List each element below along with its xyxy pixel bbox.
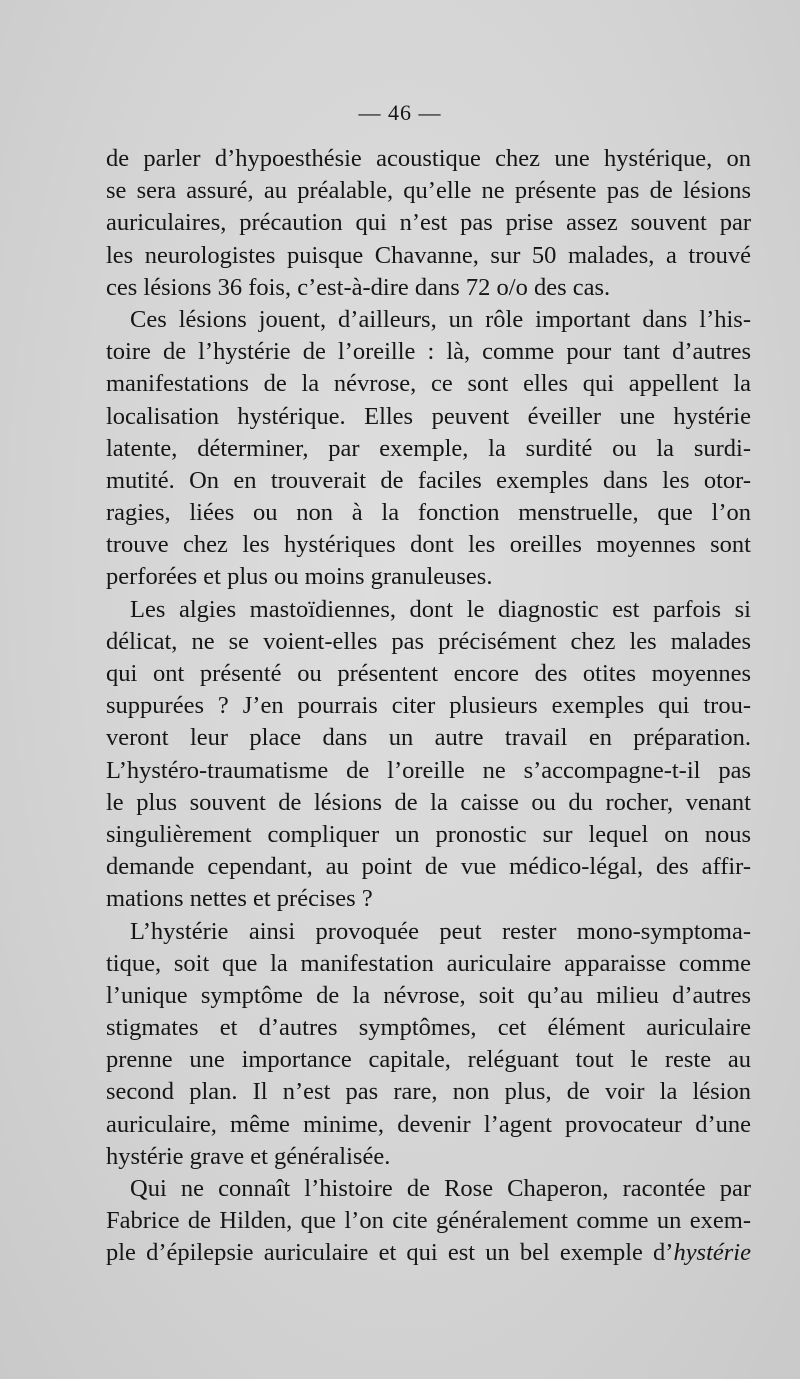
text-line: [106, 272, 751, 304]
text-line-content: stigmates et d’autres symptômes, cet élément auriculaire: [106, 1014, 751, 1042]
text-line: [106, 207, 751, 239]
text-line: [106, 626, 751, 658]
text-line-content: ragies, liées ou non à la fonction menstruelle, que l’on: [106, 499, 751, 527]
page-number: — 46 —: [358, 100, 442, 125]
text-line-content: délicat, ne se voient-elles pas précisément chez les malades: [106, 627, 751, 655]
text-line-content: auriculaires, précaution qui n’est pas prise assez souvent par: [106, 209, 751, 237]
text-line: [106, 561, 751, 593]
text-line: [106, 304, 751, 336]
text-line: [106, 1173, 751, 1205]
text-line-content: Ces lésions jouent, d’ailleurs, un rôle important dans l’his-: [130, 305, 751, 333]
text-line: [106, 594, 751, 626]
text-line-content: L’hystéro-traumatisme de l’oreille ne s’accompagne-t-il pas: [106, 756, 751, 784]
text-line-content: hystérie grave et généralisée.: [106, 1142, 391, 1170]
text-line-content: trouve chez les hystériques dont les oreilles moyennes sont: [106, 531, 751, 559]
text-line: [106, 368, 751, 400]
text-line-content: de parler d’hypoesthésie acoustique chez une hystérique, on: [106, 145, 751, 172]
text-line: [106, 851, 751, 883]
text-line-content: Qui ne connaît l’histoire de Rose Chaperon, racontée par: [130, 1175, 751, 1202]
text-line: [106, 1076, 751, 1108]
text-line-content: veront leur place dans un autre travail en préparation.: [106, 724, 751, 752]
text-line-content: toire de l’hystérie de l’oreille : là, comme pour tant d’autres: [106, 338, 751, 366]
text-line-content: le plus souvent de lésions de la caisse ou du rocher, venant: [106, 788, 751, 816]
text-line: [106, 819, 751, 851]
text-line-content: mutité. On en trouverait de faciles exemples dans les otor-: [106, 466, 751, 494]
text-line-content: perforées et plus ou moins granuleuses.: [106, 563, 493, 591]
text-line-content: prenne une importance capitale, reléguant tout le reste au: [106, 1046, 751, 1074]
text-line: [106, 529, 751, 561]
text-line: [106, 143, 751, 175]
text-line: [106, 787, 751, 819]
text-line: [106, 690, 751, 722]
text-line: [106, 401, 751, 433]
body-text: [106, 143, 751, 1270]
text-line-content: l’unique symptôme de la névrose, soit qu’au milieu d’autres: [106, 981, 751, 1009]
text-line-content: second plan. Il n’est pas rare, non plus, de voir la lésion: [106, 1078, 751, 1106]
text-line: [106, 1044, 751, 1076]
text-line-content: auriculaire, même minime, devenir l’agent provocateur d’une: [106, 1110, 751, 1138]
text-line-content: Les algies mastoïdiennes, dont le diagnostic est parfois si: [130, 595, 751, 623]
text-line-content: ces lésions 36 fois, c’est-à-dire dans 72 o/o des cas.: [106, 273, 611, 301]
text-line: [106, 980, 751, 1012]
text-line-content: ple d’épilepsie auriculaire et qui est un bel exemple d’: [106, 1239, 674, 1267]
text-line: [106, 1205, 751, 1237]
text-line-content: latente, déterminer, par exemple, la surdité ou la surdi-: [106, 434, 751, 462]
text-line: [106, 883, 751, 915]
text-line: [106, 948, 751, 980]
text-line: [106, 1237, 751, 1269]
text-line: [106, 175, 751, 207]
text-line-content: suppurées ? J’en pourrais citer plusieurs exemples qui trou-: [106, 692, 751, 720]
text-line-content: demande cependant, au point de vue médico-légal, des affir-: [106, 853, 751, 881]
text-line-content: tique, soit que la manifestation auriculaire apparaisse comme: [106, 949, 751, 977]
text-line: [106, 722, 751, 754]
text-line: [106, 465, 751, 497]
text-line-content: manifestations de la névrose, ce sont elles qui appellent la: [106, 370, 751, 398]
text-line: [106, 658, 751, 690]
text-line-content: se sera assuré, au préalable, qu’elle ne présente pas de lésions: [106, 177, 751, 205]
text-line: [106, 433, 751, 465]
text-line-content: les neurologistes puisque Chavanne, sur 50 malades, a trouvé: [106, 241, 751, 269]
text-line-content: qui ont présenté ou présentent encore des otites moyennes: [106, 660, 751, 687]
text-line: [106, 336, 751, 368]
text-line: [106, 1109, 751, 1141]
text-line-content: L’hystérie ainsi provoquée peut rester mono-symptoma-: [130, 917, 751, 945]
text-line: [106, 916, 751, 948]
text-line-content: singulièrement compliquer un pronostic sur lequel on nous: [106, 820, 751, 848]
text-line-content: mations nettes et précises ?: [106, 885, 373, 913]
italic-word: hystérie: [673, 1239, 751, 1267]
text-line: [106, 1012, 751, 1044]
text-line-content: Fabrice de Hilden, que l’on cite généralement comme un exem-: [106, 1207, 751, 1235]
text-line: [106, 1141, 751, 1173]
text-line-content: localisation hystérique. Elles peuvent éveiller une hystérie: [106, 402, 751, 430]
text-line: [106, 755, 751, 787]
text-line: [106, 497, 751, 529]
text-line: [106, 240, 751, 272]
